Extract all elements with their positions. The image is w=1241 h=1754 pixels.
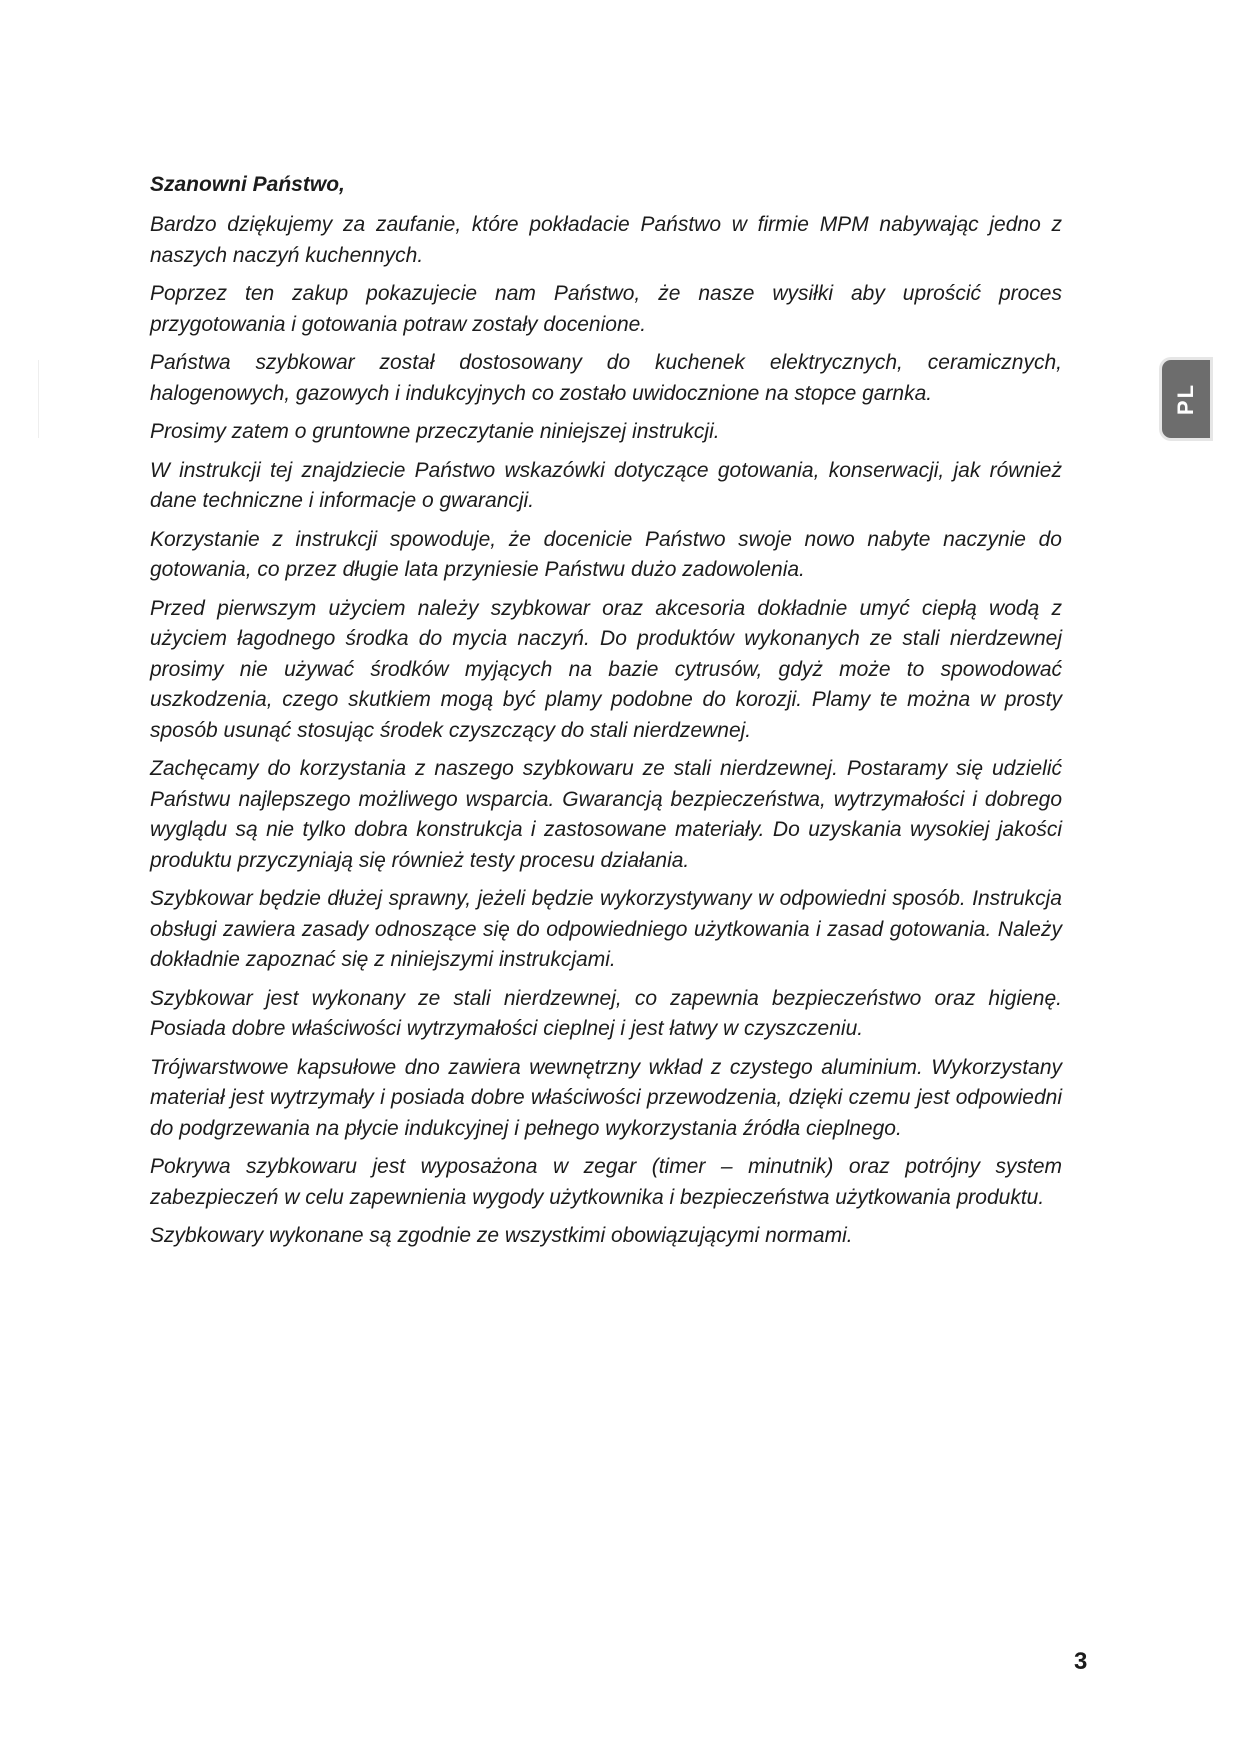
- paragraph-thanks: Bardzo dziękujemy za zaufanie, które pokładacie Państwo w firmie MPM nabywając jedno z naszych naczyń kuchennych.: [150, 213, 1062, 267]
- paragraph-purchase: Poprzez ten zakup pokazujecie nam Państwo, że nasze wysiłki aby uprościć proces przygotowania i gotowania potraw zostały docenione.: [150, 282, 1062, 336]
- paragraph-standards: Szybkowary wykonane są zgodnie ze wszystkimi obowiązującymi normami.: [150, 1224, 853, 1247]
- paragraph-instruction-benefit: Korzystanie z instrukcji spowoduje, że docenicie Państwo swoje nowo nabyte naczynie do gotowania, co przez długie lata przyniesie Państwu dużo zadowolenia.: [150, 527, 1062, 581]
- paragraph-instruction-contents: W instrukcji tej znajdziecie Państwo wskazówki dotyczące gotowania, konserwacji, jak również dane techniczne i informacje o gwarancji.: [150, 458, 1062, 512]
- paragraph-first-use: Przed pierwszym użyciem należy szybkowar oraz akcesoria dokładnie umyć ciepłą wodą z użyciem łagodnego środka do mycia naczyń. Do produktów wykonanych ze stali nierdzewnej prosimy nie używać środków myjących na bazie cytrusów, gdyż może to spowodować uszkodzenia, czego skutkiem mogą być plamy podobne do korozji. Plamy te można w prosty sposób usunąć stosując środek czyszczący do stali nierdzewnej.: [150, 596, 1062, 742]
- letter-body: [150, 170, 1062, 1260]
- paragraph-compatibility: Państwa szybkowar został dostosowany do kuchenek elektrycznych, ceramicznych, halogenowych, gazowych i indukcyjnych co zostało uwidocznione na stopce garnka.: [150, 351, 1062, 405]
- paragraph-read-request: Prosimy zatem o gruntowne przeczytanie niniejszej instrukcji.: [150, 420, 720, 443]
- page-edge-line: [38, 360, 39, 438]
- letter-greeting: Szanowni Państwo,: [150, 173, 345, 196]
- language-tab-label: PL: [1173, 382, 1198, 416]
- paragraph-durability: Szybkowar będzie dłużej sprawny, jeżeli będzie wykorzystywany w odpowiedni sposób. Instrukcja obsługi zawiera zasady odnoszące się do odpowiedniego użytkowania i zasad gotowania. Należy dokładnie zapoznać się z niniejszymi instrukcjami.: [150, 887, 1062, 971]
- language-tab: [1162, 360, 1210, 438]
- paragraph-encouragement: Zachęcamy do korzystania z naszego szybkowaru ze stali nierdzewnej. Postaramy się udzielić Państwu najlepszego możliwego wsparcia. Gwarancją bezpieczeństwa, wytrzymałości i dobrego wyglądu są nie tylko dobra konstrukcja i zastosowane materiały. Do uzyskania wysokiej jakości produktu przyczyniają się również testy procesu działania.: [150, 757, 1062, 872]
- paragraph-stainless-steel: Szybkowar jest wykonany ze stali nierdzewnej, co zapewnia bezpieczeństwo oraz higienę. Posiada dobre właściwości wytrzymałości cieplnej i jest łatwy w czyszczeniu.: [150, 986, 1062, 1040]
- page-number: 3: [1074, 1648, 1088, 1675]
- paragraph-capsule-bottom: Trójwarstwowe kapsułowe dno zawiera wewnętrzny wkład z czystego aluminium. Wykorzystany materiał jest wytrzymały i posiada dobre właściwości przewodzenia, dzięki czemu jest odpowiedni do podgrzewania na płycie indukcyjnej i pełnego wykorzystania źródła cieplnego.: [150, 1055, 1062, 1140]
- paragraph-lid-timer: Pokrywa szybkowaru jest wyposażona w zegar (timer – minutnik) oraz potrójny system zabezpieczeń w celu zapewnienia wygody użytkownika i bezpieczeństwa użytkowania produktu.: [150, 1155, 1062, 1209]
